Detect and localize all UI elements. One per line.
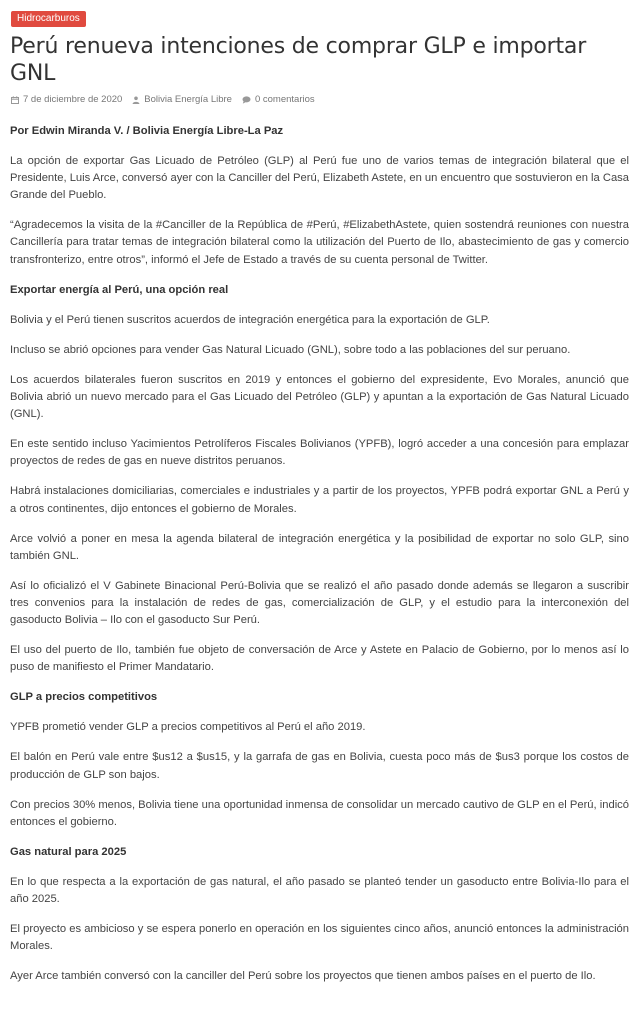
user-icon (132, 96, 140, 104)
paragraph: La opción de exportar Gas Licuado de Petróleo (GLP) al Perú fue uno de varios temas de integración bilateral que el Presidente, Luis Arce, conversó ayer con la Canciller del Perú, Elizabeth Astete, en un encuentro que sostuvieron en la Casa Grande del Pueblo. (10, 155, 629, 202)
meta-date-text: 7 de diciembre de 2020 (23, 94, 123, 105)
meta-date[interactable] (11, 94, 122, 105)
paragraph: Ayer Arce también conversó con la canciller del Perú sobre los proyectos que tienen ambos países en el puerto de Ilo. (10, 970, 596, 983)
article-meta (11, 94, 629, 105)
paragraph: Bolivia y el Perú tienen suscritos acuerdos de integración energética para la exportación de GLP. (10, 313, 490, 326)
article-title: Perú renueva intenciones de comprar GLP e importar GNL (10, 34, 587, 86)
section-heading: Gas natural para 2025 (10, 845, 127, 858)
paragraph: Así lo oficializó el V Gabinete Binacional Perú-Bolivia que se realizó el año pasado donde además se llegaron a suscribir tres convenios para la instalación de redes de gas, comercialización de GLP, y el estudio para la interconexión del gasoducto Bolivia – Ilo con el gasoducto Sur Perú. (10, 579, 629, 626)
paragraph: Habrá instalaciones domiciliarias, comerciales e industriales y a partir de los proyectos, YPFB podrá exportar GNL a Perú y a otros continentes, dijo entonces el gobierno de Morales. (10, 485, 629, 515)
byline: Por Edwin Miranda V. / Bolivia Energía Libre-La Paz (10, 125, 284, 137)
meta-comments-text: 0 comentarios (254, 94, 315, 105)
paragraph: En este sentido incluso Yacimientos Petrolíferos Fiscales Bolivianos (YPFB), logró acceder a una concesión para emplazar proyectos de redes de gas en nueve distritos peruanos. (10, 438, 629, 468)
paragraph: Incluso se abrió opciones para vender Gas Natural Licuado (GNL), sobre todo a las poblaciones del sur peruano. (10, 343, 571, 356)
meta-comments[interactable] (242, 94, 315, 105)
calendar-icon (11, 96, 19, 104)
paragraph: “Agradecemos la visita de la #Canciller de la República de #Perú, #ElizabethAstete, quien sostendrá reuniones con nuestra Cancillería para tratar temas de integración bilateral como la utilización del Puerto de Ilo, abastecimiento de gas y comercio transfronterizo, entre otros”, informó el Jefe de Estado a través de su cuenta personal de Twitter. (10, 219, 629, 266)
meta-author-text: Bolivia Energía Libre (144, 94, 232, 105)
section-heading: Exportar energía al Perú, una opción real (10, 283, 229, 296)
paragraph: El uso del puerto de Ilo, también fue objeto de conversación de Arce y Astete en Palacio de Gobierno, por lo menos así lo puso de manifiesto el Primer Mandatario. (10, 644, 629, 674)
paragraph: El proyecto es ambicioso y se espera ponerlo en operación en los siguientes cinco años, anunció entonces la administración Morales. (10, 923, 629, 953)
paragraph: En lo que respecta a la exportación de gas natural, el año pasado se planteó tender un gasoducto entre Bolivia-Ilo para el año 2025. (10, 875, 629, 905)
paragraph: Arce volvió a poner en mesa la agenda bilateral de integración energética y la posibilidad de exportar no solo GLP, sino también GNL. (10, 532, 629, 562)
meta-author[interactable] (132, 94, 232, 105)
comment-icon (242, 96, 251, 104)
section-heading: GLP a precios competitivos (10, 691, 158, 704)
article-body (10, 123, 629, 985)
paragraph: Los acuerdos bilaterales fueron suscritos en 2019 y entonces el gobierno del expresidente, Evo Morales, anunció que Bolivia abrió un nuevo mercado para el Gas Licuado del Petróleo (GLP) y apuntan a la exportación de Gas Natural Licuado (GNL). (10, 373, 629, 421)
category-badge[interactable]: Hidrocarburos (11, 11, 86, 27)
paragraph: YPFB prometió vender GLP a precios competitivos al Perú el año 2019. (10, 721, 366, 734)
paragraph: Con precios 30% menos, Bolivia tiene una oportunidad inmensa de consolidar un mercado cautivo de GLP en el Perú, indicó entonces el gobierno. (10, 798, 629, 828)
paragraph: El balón en Perú vale entre $us12 a $us15, y la garrafa de gas en Bolivia, cuesta poco más de $us3 porque los costos de producción de GLP son bajos. (10, 751, 629, 781)
